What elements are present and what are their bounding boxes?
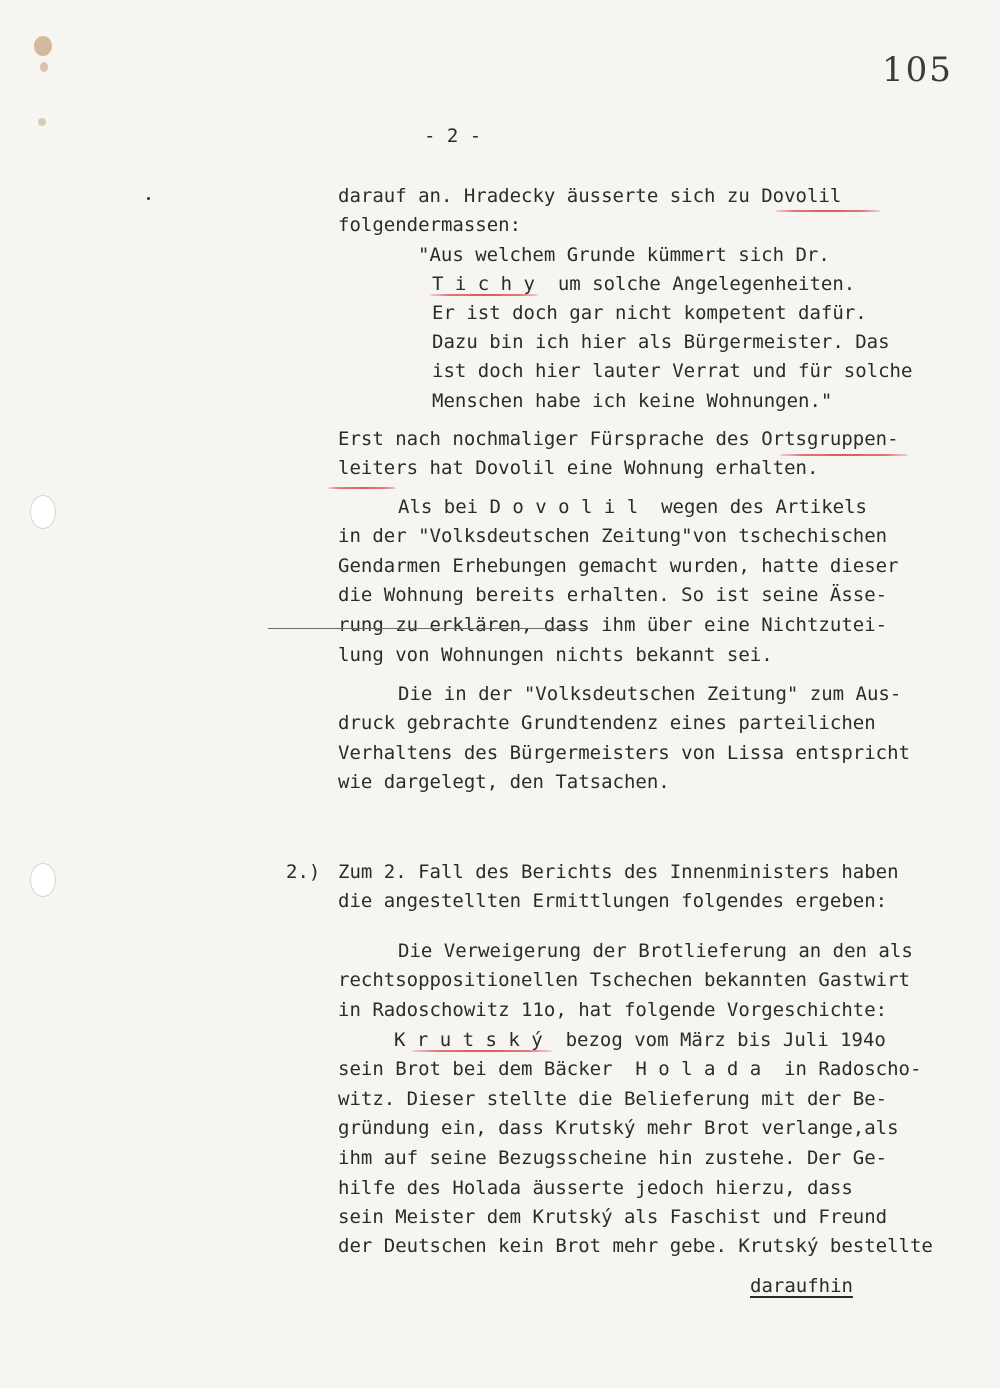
- text-line: in der "Volksdeutschen Zeitung"von tschechischen: [338, 525, 888, 547]
- text-line: rung zu erklären, dass ihm über eine Nichtzutei-: [338, 614, 888, 636]
- text-line: die Wohnung bereits erhalten. So ist seine Ässe-: [338, 584, 888, 606]
- text-line: Verhaltens des Bürgermeisters von Lissa entspricht: [338, 742, 910, 764]
- text-line: leiters hat Dovolil eine Wohnung erhalten.: [338, 457, 819, 479]
- text-line: Die in der "Volksdeutschen Zeitung" zum Aus-: [398, 683, 902, 705]
- text-line: Zum 2. Fall des Berichts des Innenministers haben: [338, 861, 899, 883]
- rust-stain: [40, 62, 48, 72]
- punch-hole: [30, 495, 56, 529]
- text-line: Erst nach nochmaliger Fürsprache des Ortsgruppen-: [338, 428, 899, 450]
- text-line: "Aus welchem Grunde kümmert sich Dr.: [418, 244, 830, 266]
- red-underline: [780, 454, 908, 456]
- continuation-word: daraufhin: [750, 1275, 853, 1297]
- text-line: die angestellten Ermittlungen folgendes ergeben:: [338, 890, 888, 912]
- red-underline: [430, 294, 538, 296]
- text-line: ist doch hier lauter Verrat und für solche: [432, 360, 913, 382]
- punch-hole: [30, 863, 56, 897]
- text-line: Gendarmen Erhebungen gemacht wurden, hatte dieser: [338, 555, 899, 577]
- rust-stain: [34, 36, 52, 56]
- text-line: folgendermassen:: [338, 214, 522, 236]
- text-line: hilfe des Holada äusserte jedoch hierzu, dass: [338, 1177, 853, 1199]
- page-header: - 2 -: [424, 125, 482, 147]
- text-line: Die Verweigerung der Brotlieferung an den als: [398, 940, 913, 962]
- text-line: druck gebrachte Grundtendenz eines parteilichen: [338, 712, 876, 734]
- text-line: Menschen habe ich keine Wohnungen.": [432, 390, 833, 412]
- red-underline: [412, 1050, 552, 1052]
- red-underline: [328, 487, 396, 489]
- text-line: darauf an. Hradecky äusserte sich zu Dovolil: [338, 185, 842, 207]
- text-line: witz. Dieser stellte die Belieferung mit der Be-: [338, 1088, 888, 1110]
- rust-stain: [38, 118, 46, 126]
- text-line: lung von Wohnungen nichts bekannt sei.: [338, 644, 773, 666]
- text-line: sein Brot bei dem Bäcker H o l a d a in Radoscho-: [338, 1058, 922, 1080]
- ink-dot: [147, 197, 150, 200]
- text-line: ihm auf seine Bezugsscheine hin zustehe. Der Ge-: [338, 1147, 888, 1169]
- text-line: wie dargelegt, den Tatsachen.: [338, 771, 670, 793]
- text-line: Als bei D o v o l i l wegen des Artikels: [398, 496, 867, 518]
- text-line: gründung ein, dass Krutský mehr Brot verlange,als: [338, 1117, 899, 1139]
- text-line: Dazu bin ich hier als Bürgermeister. Das: [432, 331, 890, 353]
- text-line: rechtsoppositionellen Tschechen bekannten Gastwirt: [338, 969, 910, 991]
- pencil-line: [268, 628, 588, 629]
- page-number: 105: [882, 50, 953, 90]
- list-marker: 2.): [286, 861, 321, 883]
- text-line: Er ist doch gar nicht kompetent dafür.: [432, 302, 867, 324]
- red-underline: [776, 210, 880, 212]
- text-line: K r u t s k ý bezog vom März bis Juli 194o: [394, 1029, 886, 1051]
- text-line: T i c h y um solche Angelegenheiten.: [432, 273, 856, 295]
- text-line: sein Meister dem Krutský als Faschist und Freund: [338, 1206, 888, 1228]
- text-line: der Deutschen kein Brot mehr gebe. Krutský bestellte: [338, 1235, 933, 1257]
- text-line: in Radoschowitz 11o, hat folgende Vorgeschichte:: [338, 999, 888, 1021]
